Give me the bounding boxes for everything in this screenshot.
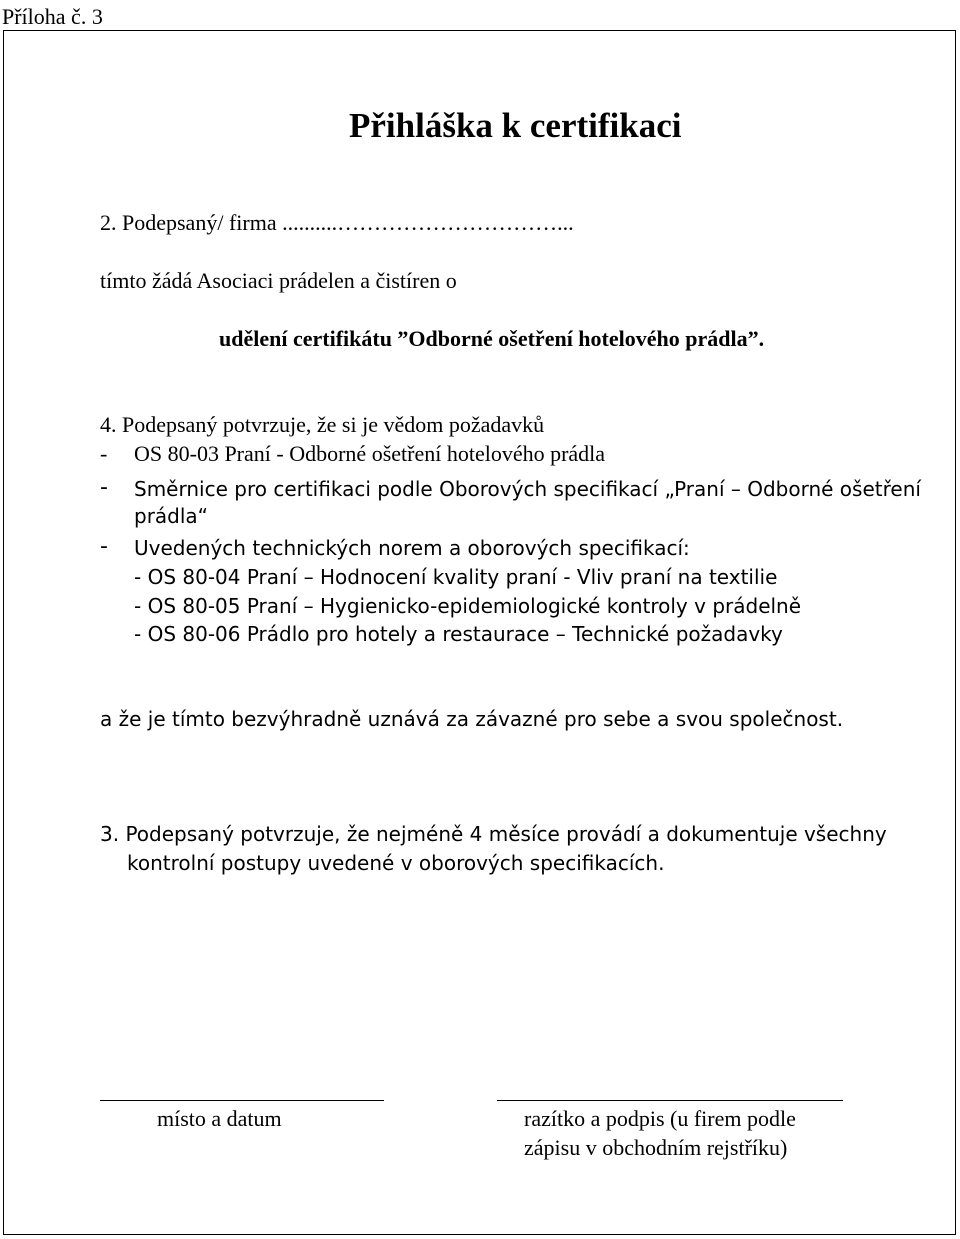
form-title: Přihláška k certifikaci — [349, 106, 682, 145]
attachment-label: Příloha č. 3 — [2, 4, 103, 29]
section2-company-line: 2. Podepsaný/ firma ..........…………………………... — [100, 210, 574, 235]
section4-intro: 4. Podepsaný potvrzuje, že si je vědom požadavků — [100, 412, 545, 437]
section2-request-line: tímto žádá Asociaci prádelen a čistíren o — [100, 268, 457, 293]
section3-line1: 3. Podepsaný potvrzuje, že nejméně 4 měsíce provádí a dokumentuje všechny — [100, 822, 887, 846]
section2-certificate-line: udělení certifikátu ”Odborné ošetření hotelového prádla”. — [219, 326, 765, 351]
section4-sub-item: - OS 80-06 Prádlo pro hotely a restaurace – Technické požadavky — [134, 622, 783, 646]
section4-item2-dash: - — [100, 475, 108, 500]
section4-item1: OS 80-03 Praní - Odborné ošetření hotelového prádla — [134, 441, 606, 466]
stamp-signature-label-line1: razítko a podpis (u firem podle — [524, 1106, 796, 1131]
section4-item3-dash: - — [100, 534, 108, 559]
section4-item3: Uvedených technických norem a oborových specifikací: — [134, 536, 690, 560]
section4-item2-line2: prádla“ — [134, 504, 209, 528]
stamp-signature-line — [497, 1100, 843, 1101]
section4-closing: a že je tímto bezvýhradně uznává za závazné pro sebe a svou společnost. — [100, 707, 844, 731]
stamp-signature-label-line2: zápisu v obchodním rejstříku) — [524, 1135, 788, 1160]
section3-line2: kontrolní postupy uvedené v oborových specifikacích. — [127, 851, 665, 875]
section4-sub-item: - OS 80-05 Praní – Hygienicko-epidemiologické kontroly v prádelně — [134, 594, 802, 618]
section4-item2-line1: Směrnice pro certifikaci podle Oborových specifikací „Praní – Odborné ošetření — [134, 477, 921, 501]
place-date-signature-line — [100, 1100, 384, 1101]
place-date-label: místo a datum — [157, 1106, 282, 1131]
section4-sub-item: - OS 80-04 Praní – Hodnocení kvality praní - Vliv praní na textilie — [134, 565, 778, 589]
section4-item1-dash: - — [100, 441, 108, 466]
